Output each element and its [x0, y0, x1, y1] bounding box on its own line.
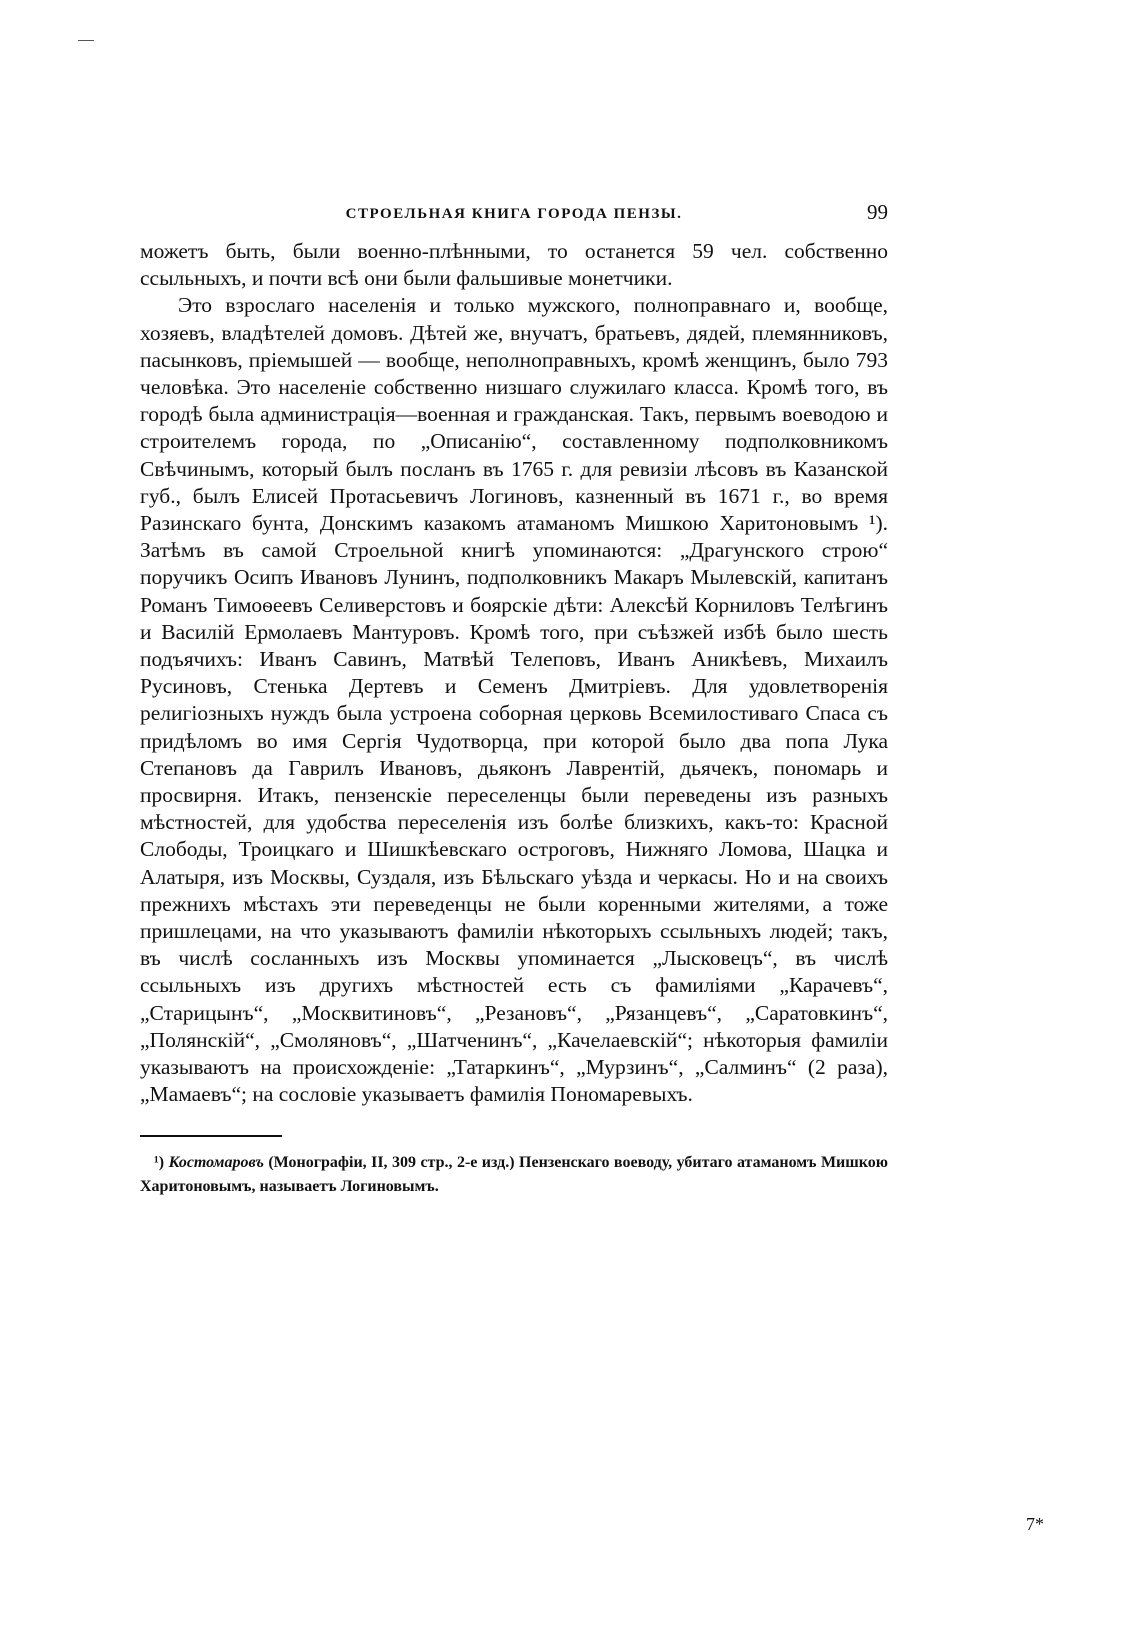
- printer-signature-mark: 7*: [1026, 1514, 1044, 1534]
- footnote-rule: [140, 1135, 282, 1137]
- footnote-text: (Монографіи, II, 309 стр., 2-е изд.) Пензенскаго воеводу, убитаго атаманомъ Мишкою Харитоновымъ, называетъ Логиновымъ.: [140, 1153, 889, 1195]
- paragraph-main: Это взрослаго населенія и только мужского, полноправнаго и, вообще, хозяевъ, владѣтелей домовъ. Дѣтей же, внучатъ, братьевъ, дядей, племянниковъ, пасынковъ, пріемышей — вообще, неполноправныхъ, кромѣ женщинъ, было 793 человѣка. Это населеніе собственно низшаго служилаго класса. Кромѣ того, въ городѣ была администрація—военная и гражданская. Такъ, первымъ воеводою и строителемъ города, по „Описанію“, составленному подполковникомъ Свѣчинымъ, который былъ посланъ въ 1765 г. для ревизіи лѣсовъ въ Казанской губ., былъ Елисей Протасьевичъ Логиновъ, казненный въ 1671 г., во время Разинскаго бунта, Донскимъ казакомъ атаманомъ Мишкою Харитоновымъ ¹). Затѣмъ въ самой Строельной книгѣ упоминаются: „Драгунского строю“ поручикъ Осипъ Ивановъ Лунинъ, подполковникъ Макаръ Мылевскій, капитанъ Романъ Тимоѳеевъ Селиверстовъ и боярскіе дѣти: Алексѣй Корниловъ Телѣгинъ и Василій Ермолаевъ Мантуровъ. Кромѣ того, при съѣзжей избѣ было шесть подъячихъ: Иванъ Савинъ, Матвѣй Телеповъ, Иванъ Аникѣевъ, Михаилъ Русиновъ, Стенька Дертевъ и Семенъ Дмитріевъ. Для удовлетворенія религіозныхъ нуждъ была устроена соборная церковь Всемилостиваго Спаса съ придѣломъ во имя Сергія Чудотворца, при которой было два попа Лука Степановъ да Гаврилъ Ивановъ, дьяконъ Лаврентій, дьячекъ, пономарь и просвирня. Итакъ, пензенскіе переселенцы были переведены изъ разныхъ мѣстностей, для удобства переселенія изъ болѣе близкихъ, какъ-то: Красной Слободы, Троицкаго и Шишкѣевскаго остроговъ, Нижняго Ломова, Шацка и Алатыря, изъ Москвы, Суздаля, изъ Бѣльскаго уѣзда и черкасы. Но и на своихъ прежнихъ мѣстахъ эти переведенцы не были коренными жителями, а тоже пришлецами, на что указываютъ фамиліи нѣкоторыхъ ссыльныхъ людей; такъ, въ числѣ сосланныхъ изъ Москвы упоминается „Лысковецъ“, въ числѣ ссыльныхъ изъ другихъ мѣстностей есть съ фамиліями „Карачевъ“, „Старицынъ“, „Москвитиновъ“, „Резановъ“, „Рязанцевъ“, „Саратовкинъ“, „Полянскій“, „Смоляновъ“, „Шатченинъ“, „Качелаевскій“; нѣкоторыя фамиліи указываютъ на происхожденіе: „Татаркинъ“, „Мурзинъ“, „Салминъ“ (2 раза), „Мамаевъ“; на сословіе указываетъ фамилія Пономаревыхъ.: [140, 293, 888, 1107]
- paragraph-continuation: можетъ быть, были военно-плѣнными, то останется 59 чел. собственно ссыльныхъ, и почти всѣ они были фальшивые монетчики.: [140, 239, 888, 291]
- footnote-author: Костомаровъ: [168, 1153, 264, 1171]
- running-head: [140, 198, 888, 232]
- footnote-marker: ¹): [154, 1153, 165, 1171]
- page-content: [140, 198, 888, 1199]
- body-text: [140, 238, 888, 1109]
- scan-margin-dash: [78, 40, 94, 41]
- running-title: СТРОЕЛЬНАЯ КНИГА ГОРОДА ПЕНЗЫ.: [345, 206, 683, 222]
- footnote: [140, 1151, 888, 1199]
- page-number: 99: [867, 200, 888, 224]
